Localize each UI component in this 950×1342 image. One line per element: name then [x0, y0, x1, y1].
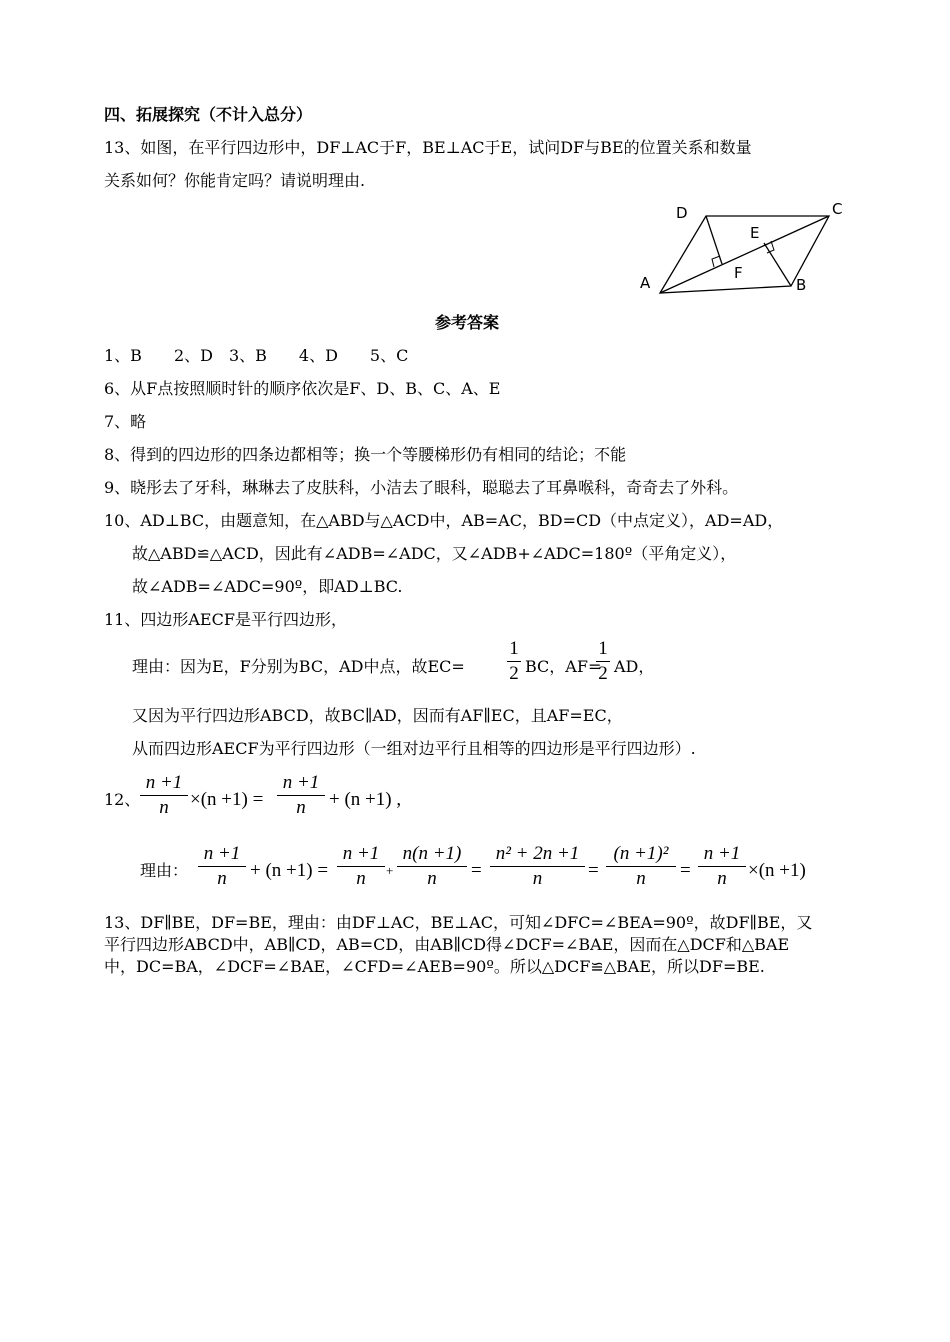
fraction-n-plus-1-over-n: n +1 n [698, 843, 746, 890]
answer-11-line-4: 从而四边形AECF为平行四边形（一组对边平行且相等的四边形是平行四边形）. [132, 739, 696, 758]
answer-12-eq-3: = [680, 860, 691, 881]
label-f: F [734, 264, 743, 282]
answer-11-line-1: 11、四边形AECF是平行四边形， [104, 610, 347, 629]
answer-10-line-1: 10、AD⊥BC，由题意知，在△ABD与△ACD中，AB=AC，BD=CD（中点定义），AD=AD， [104, 511, 784, 530]
answer-11-line-3: 又因为平行四边形ABCD，故BC∥AD，因而有AF∥EC，且AF=EC， [132, 706, 623, 725]
fraction-n-plus-1-over-n: n +1 n [140, 772, 188, 819]
fraction-n-plus-1-over-n: n +1 n [337, 843, 385, 890]
answer-9: 9、晓彤去了牙科，琳琳去了皮肤科，小洁去了眼科，聪聪去了耳鼻喉科，奇奇去了外科。 [104, 478, 739, 497]
label-e: E [750, 224, 760, 242]
fraction-n-squared-plus-2n-plus-1-over-n: n² + 2n +1 n [490, 843, 585, 890]
question-13-line-2: 关系如何？你能肯定吗？请说明理由. [104, 171, 366, 190]
fraction-n-times-n-plus-1-over-n: n(n +1) n [397, 843, 467, 890]
answer-12-reason-label: 理由： [140, 861, 189, 880]
answer-7: 7、略 [104, 412, 147, 431]
label-c: C [832, 200, 843, 218]
answer-13-line-2: 平行四边形ABCD中，AB∥CD，AB=CD，由AB∥CD得∠DCF=∠BAE，因而在△DCF和△BAE [104, 935, 790, 954]
answer-1-5: 1、B 2、D 3、B 4、D 5、C [104, 346, 409, 365]
answer-12-tail: ×(n +1) [748, 860, 806, 881]
answer-11-line-2-pre: 理由：因为E，F分别为BC，AD中点，故EC= [132, 657, 465, 676]
answers-title: 参考答案 [435, 313, 500, 332]
fraction-one-half-2: 1 2 [596, 638, 610, 685]
fraction-n-plus-1-over-n: n +1 n [198, 843, 246, 890]
answer-13-line-1: 13、DF∥BE，DF=BE，理由：由DF⊥AC，BE⊥AC，可知∠DFC=∠BEA=90º，故DF∥BE，又 [104, 913, 813, 932]
question-13-line-1: 13、如图，在平行四边形中，DF⊥AC于F，BE⊥AC于E，试问DF与BE的位置关系和数量 [104, 138, 752, 157]
answer-12-eq-1: = [471, 860, 482, 881]
label-b: B [796, 276, 807, 294]
answer-12-times: ×(n +1) = [190, 789, 264, 810]
fraction-n-plus-1-squared-over-n: (n +1)² n [606, 843, 676, 890]
answer-8: 8、得到的四边形的四条边都相等；换一个等腰梯形仍有相同的结论；不能 [104, 445, 627, 464]
parallelogram-figure [636, 198, 848, 298]
answer-10-line-2: 故△ABD≌△ACD，因此有∠ADB=∠ADC，又∠ADB+∠ADC=180º（平角定义）， [132, 544, 737, 563]
section-heading: 四、拓展探究（不计入总分） [104, 105, 313, 124]
answer-13-line-3: 中，DC=BA，∠DCF=∠BAE，∠CFD=∠AEB=90º。所以△DCF≌△BAE，所以DF=BE. [104, 957, 765, 976]
answer-6: 6、从F点按照顺时针的顺序依次是F、D、B、C、A、E [104, 379, 501, 398]
label-d: D [676, 204, 688, 222]
answer-11-line-2-post: AD， [614, 657, 655, 676]
fraction-n-plus-1-over-n: n +1 n [277, 772, 325, 819]
answer-12-reason-plus-2: + [386, 863, 394, 878]
answer-11-line-2-mid: BC，AF= [525, 657, 602, 676]
answer-12-plus: + (n +1) , [329, 789, 402, 810]
answer-12-label: 12、 [104, 790, 141, 809]
answer-12-eq-2: = [588, 860, 599, 881]
label-a: A [640, 274, 651, 292]
answer-10-line-3: 故∠ADB=∠ADC=90º，即AD⊥BC. [132, 577, 403, 596]
answer-12-reason-plus-1: + (n +1) = [250, 860, 329, 881]
fraction-one-half-1: 1 2 [507, 638, 521, 685]
